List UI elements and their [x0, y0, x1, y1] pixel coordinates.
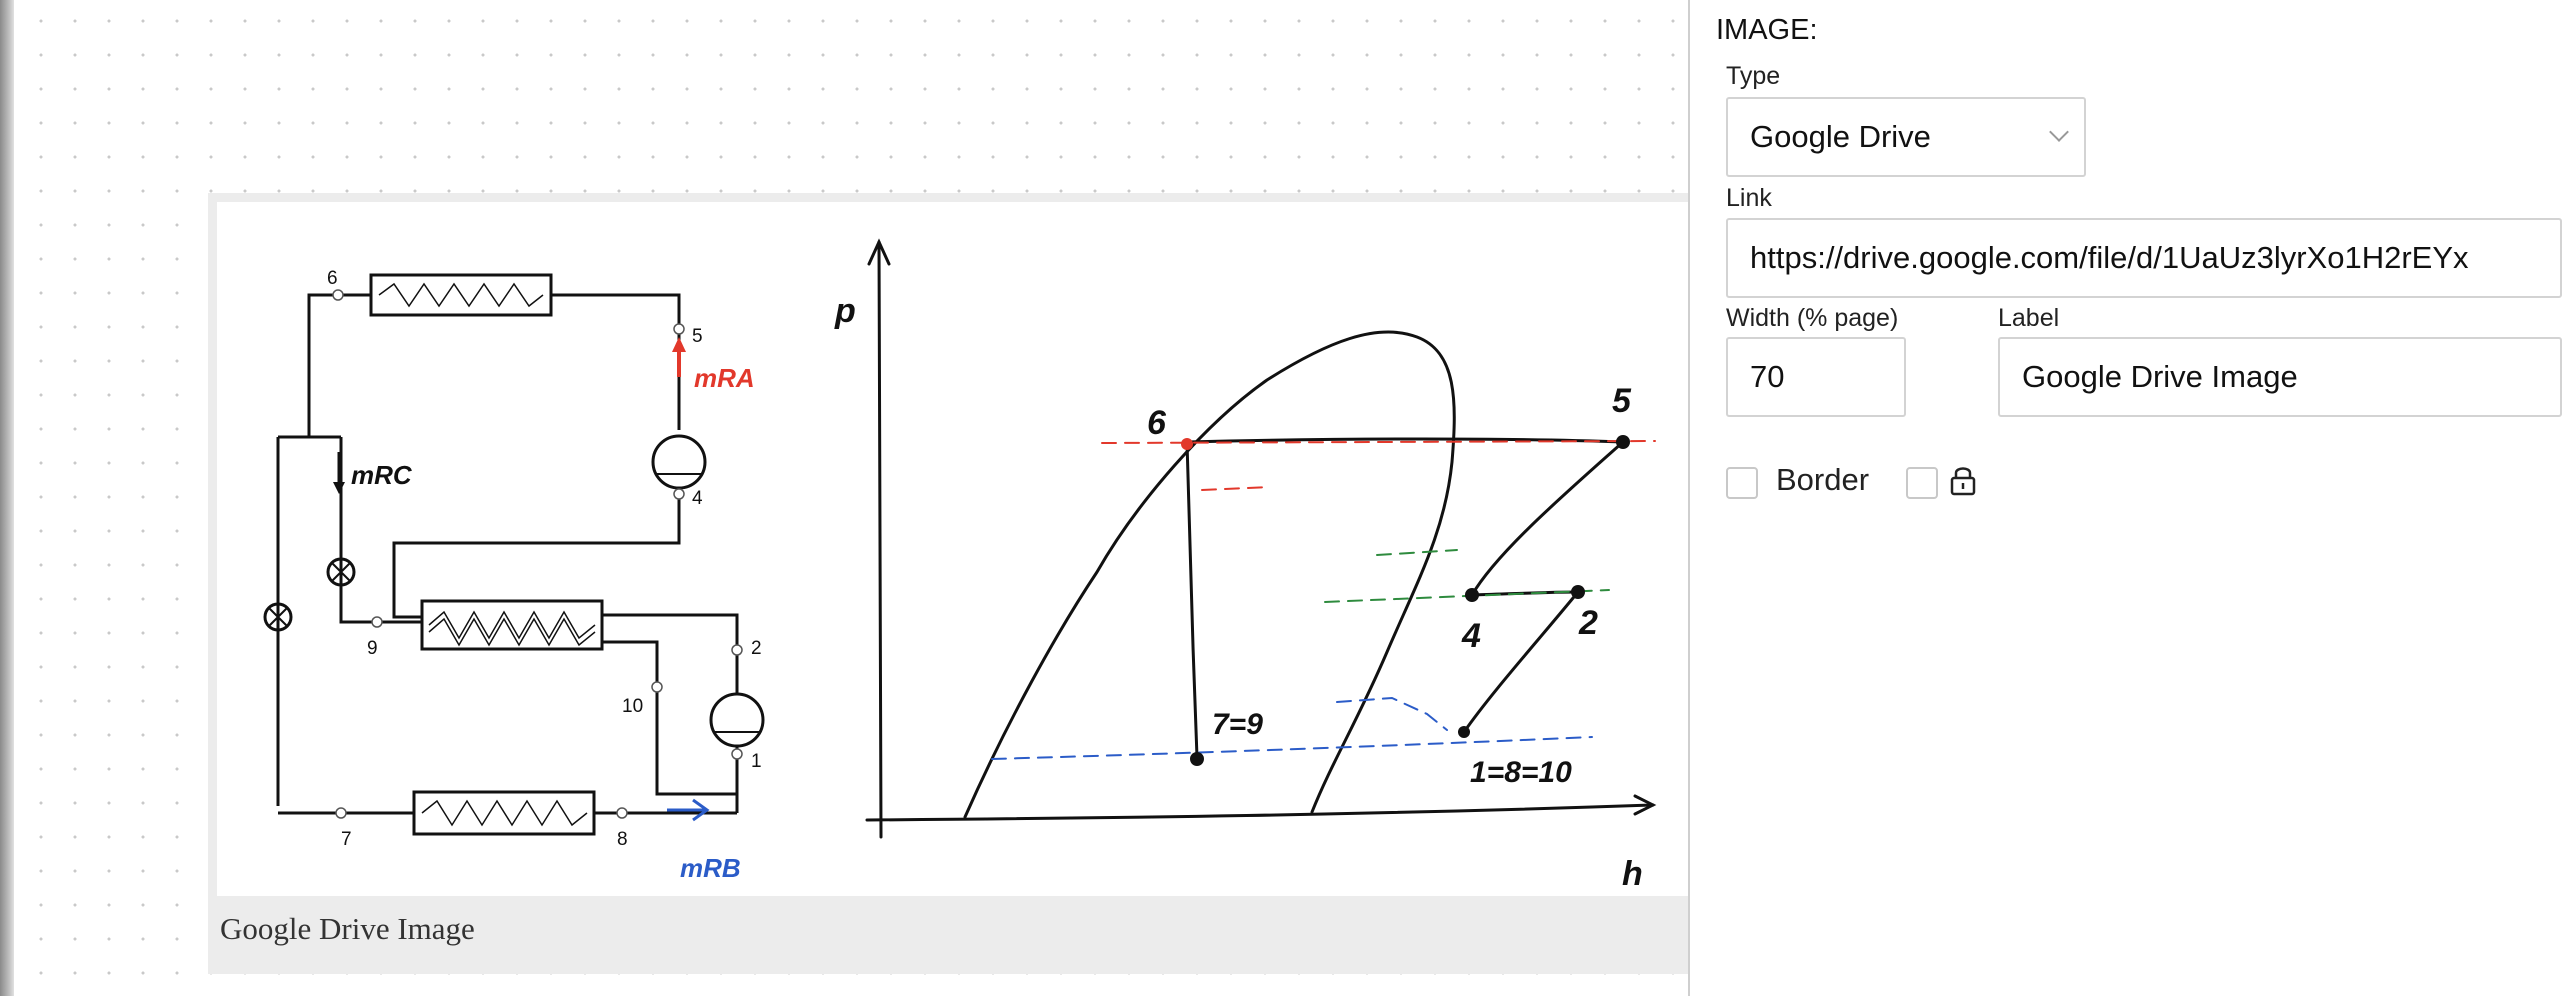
flow-label-red: mRA	[694, 363, 755, 393]
line-2-1	[1464, 592, 1578, 732]
window-left-edge	[0, 0, 14, 996]
type-label: Type	[1726, 62, 1781, 90]
width-input[interactable]	[1726, 337, 1906, 417]
link-input[interactable]	[1726, 218, 2562, 298]
flow-arrow-red	[672, 337, 686, 377]
hand-drawn-sketch	[217, 202, 1688, 896]
border-checkbox[interactable]	[1726, 467, 1758, 499]
axis-label-p: p	[835, 292, 856, 330]
node-label-4: 4	[692, 488, 703, 509]
properties-panel	[1688, 0, 2574, 996]
refrigeration-circuit	[265, 275, 763, 834]
flow-label-blue: mRB	[680, 853, 741, 883]
compressor-bottom	[711, 694, 763, 746]
image-block[interactable]	[208, 193, 1688, 974]
link-label: Link	[1726, 184, 1772, 212]
node-label-1: 1	[751, 751, 762, 772]
line-5-4	[1472, 442, 1623, 595]
line-6-79	[1187, 442, 1197, 757]
lock-icon	[1948, 464, 1978, 496]
node-label-2: 2	[751, 638, 762, 659]
node-label-9: 9	[367, 638, 378, 659]
node-label-8: 8	[617, 829, 628, 850]
point-label-6: 6	[1147, 404, 1166, 442]
compressor-top	[653, 436, 705, 488]
p-axis	[879, 242, 881, 837]
type-select-value: Google Drive	[1750, 119, 1931, 154]
ph-diagram	[867, 242, 1653, 837]
section-title: IMAGE:	[1716, 14, 1818, 46]
node-label-7: 7	[341, 829, 352, 850]
node-label-5: 5	[692, 326, 703, 347]
image-frame	[217, 202, 1688, 896]
flow-label-black: mRC	[351, 460, 412, 490]
width-label: Width (% page)	[1726, 304, 1899, 332]
point-label-1-8-10: 1=8=10	[1470, 756, 1572, 789]
width-input-value: 70	[1750, 359, 1785, 394]
h-axis	[867, 805, 1653, 820]
point-label-5: 5	[1612, 382, 1631, 420]
type-select[interactable]	[1726, 97, 2086, 177]
link-input-value: https://drive.google.com/file/d/1UaUz3lyrXo1H2rEYx	[1750, 240, 2469, 275]
flow-arrow-black	[333, 452, 345, 494]
caption-label: Label	[1998, 304, 2060, 332]
caption-input[interactable]	[1998, 337, 2562, 417]
lock-checkbox[interactable]	[1906, 467, 1938, 499]
point-label-2: 2	[1579, 604, 1598, 642]
node-label-6: 6	[327, 268, 338, 289]
isobar-red-short	[1202, 487, 1269, 490]
isobar-green-upper	[1377, 550, 1457, 555]
node-label-10: 10	[622, 696, 644, 717]
saturation-dome	[965, 332, 1454, 817]
chevron-down-icon	[2049, 122, 2069, 142]
flow-arrow-blue	[667, 800, 707, 820]
border-label: Border	[1776, 462, 1870, 497]
editor-canvas[interactable]	[14, 0, 1688, 996]
point-label-7-9: 7=9	[1212, 708, 1263, 741]
image-caption: Google Drive Image	[220, 911, 475, 946]
point-label-4: 4	[1462, 617, 1481, 655]
axis-label-h: h	[1622, 855, 1643, 893]
caption-input-value: Google Drive Image	[2022, 359, 2298, 394]
